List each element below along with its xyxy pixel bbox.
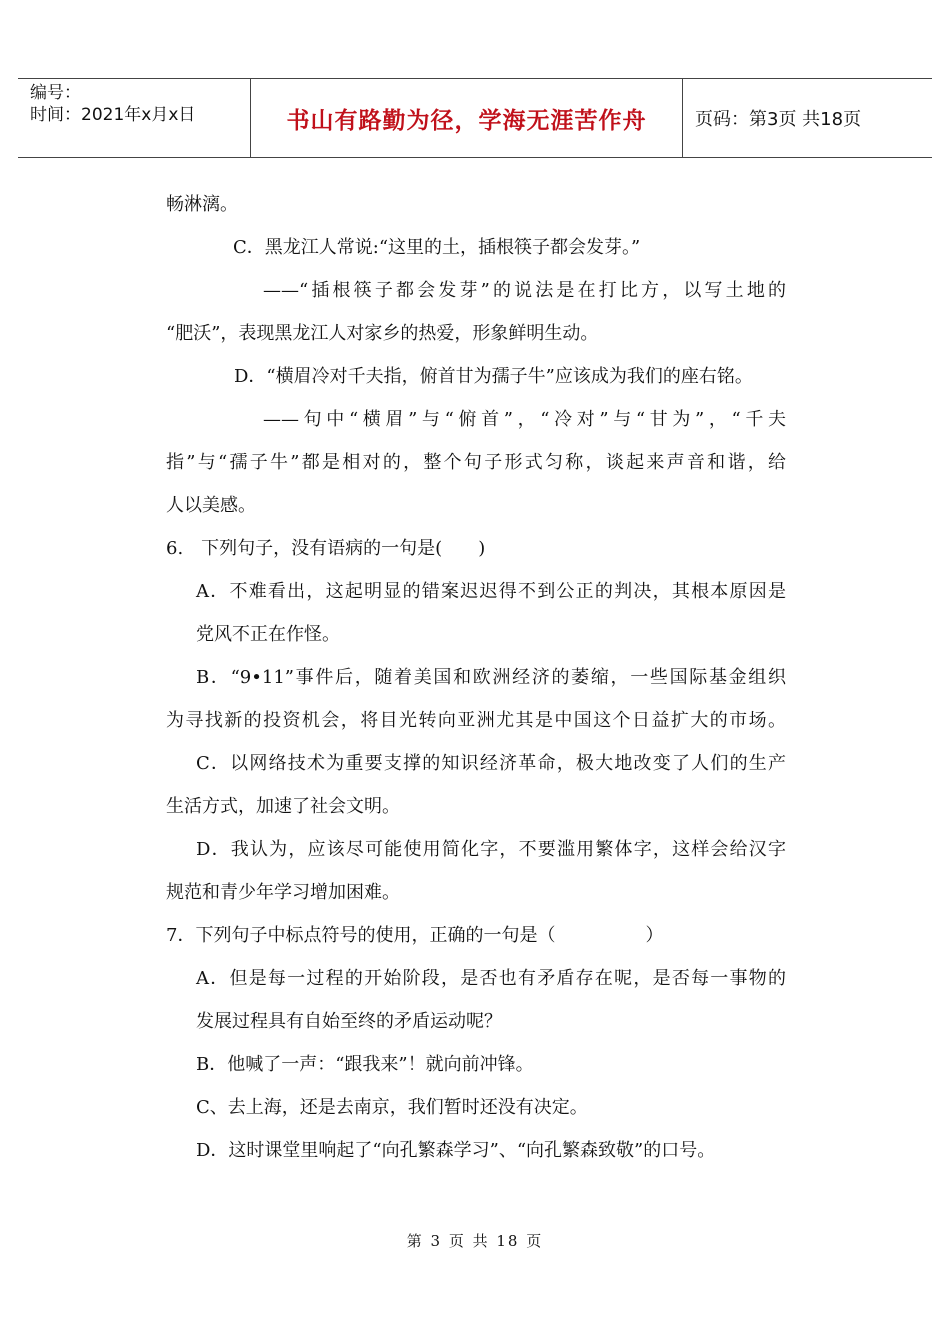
header-motto-cell (251, 79, 683, 157)
q6-option-c: C．以网络技术为重要支撑的知识经济革命，极大地改变了人们的生产 (196, 753, 786, 774)
question-7: 7．下列句子中标点符号的使用，正确的一句是（ ） (166, 925, 664, 946)
text-line: 规范和青少年学习增加困难。 (166, 882, 400, 903)
text-line: 为寻找新的投资机会，将目光转向亚洲尤其是中国这个日益扩大的市场。 (166, 710, 786, 731)
q7-option-a: A．但是每一过程的开始阶段，是否也有矛盾存在呢，是否每一事物的 (196, 968, 786, 989)
q6-option-b: B．“9•11”事件后，随着美国和欧洲经济的萎缩，一些国际基金组织 (196, 667, 786, 688)
text-line: “肥沃”，表现黑龙江人对家乡的热爱，形象鲜明生动。 (166, 323, 599, 344)
text-line: ——句中“横眉”与“俯首”，“冷对”与“甘为”，“千夫 (263, 409, 786, 430)
q6-option-d: D．我认为，应该尽可能使用简化字，不要滥用繁体字，这样会给汉字 (196, 839, 786, 860)
q7-option-c: C、去上海，还是去南京，我们暂时还没有决定。 (196, 1097, 588, 1118)
q7-option-d: D．这时课堂里响起了“向孔繁森学习”、“向孔繁森致敬”的口号。 (196, 1140, 716, 1161)
q6-option-a: A．不难看出，这起明显的错案迟迟得不到公正的判决，其根本原因是 (196, 581, 786, 602)
page-label: 页码：第3页 共18页 (695, 109, 862, 130)
text-line: 指”与“孺子牛”都是相对的，整个句子形式匀称，谈起来声音和谐，给 (166, 452, 786, 473)
motto-text: 书山有路勤为径，学海无涯苦作舟 (286, 107, 647, 134)
text-line: 生活方式，加速了社会文明。 (166, 796, 400, 817)
page-footer: 第 3 页 共 18 页 (406, 1232, 544, 1250)
option-d-line: D．“横眉冷对千夫指，俯首甘为孺子牛”应该成为我们的座右铭。 (234, 366, 753, 387)
text-line: ——“插根筷子都会发芽”的说法是在打比方，以写土地的 (263, 280, 786, 301)
page-header (18, 78, 932, 158)
text-line: 党风不正在作怪。 (196, 624, 340, 645)
text-line: 人以美感。 (166, 495, 256, 516)
code-label: 编号： (30, 83, 81, 103)
header-meta (18, 79, 251, 157)
header-page-cell (683, 79, 932, 157)
text-line: 畅淋漓。 (166, 194, 238, 215)
question-6: 6. 下列句子，没有语病的一句是( ) (166, 538, 486, 559)
time-label: 时间：2021年x月x日 (30, 105, 196, 125)
document-body (166, 192, 786, 1181)
q7-option-b: B．他喊了一声：“跟我来”！就向前冲锋。 (196, 1054, 534, 1075)
text-line: 发展过程具有自始至终的矛盾运动呢？ (196, 1011, 502, 1032)
option-c-line: C．黑龙江人常说:“这里的土，插根筷子都会发芽。” (233, 237, 641, 258)
